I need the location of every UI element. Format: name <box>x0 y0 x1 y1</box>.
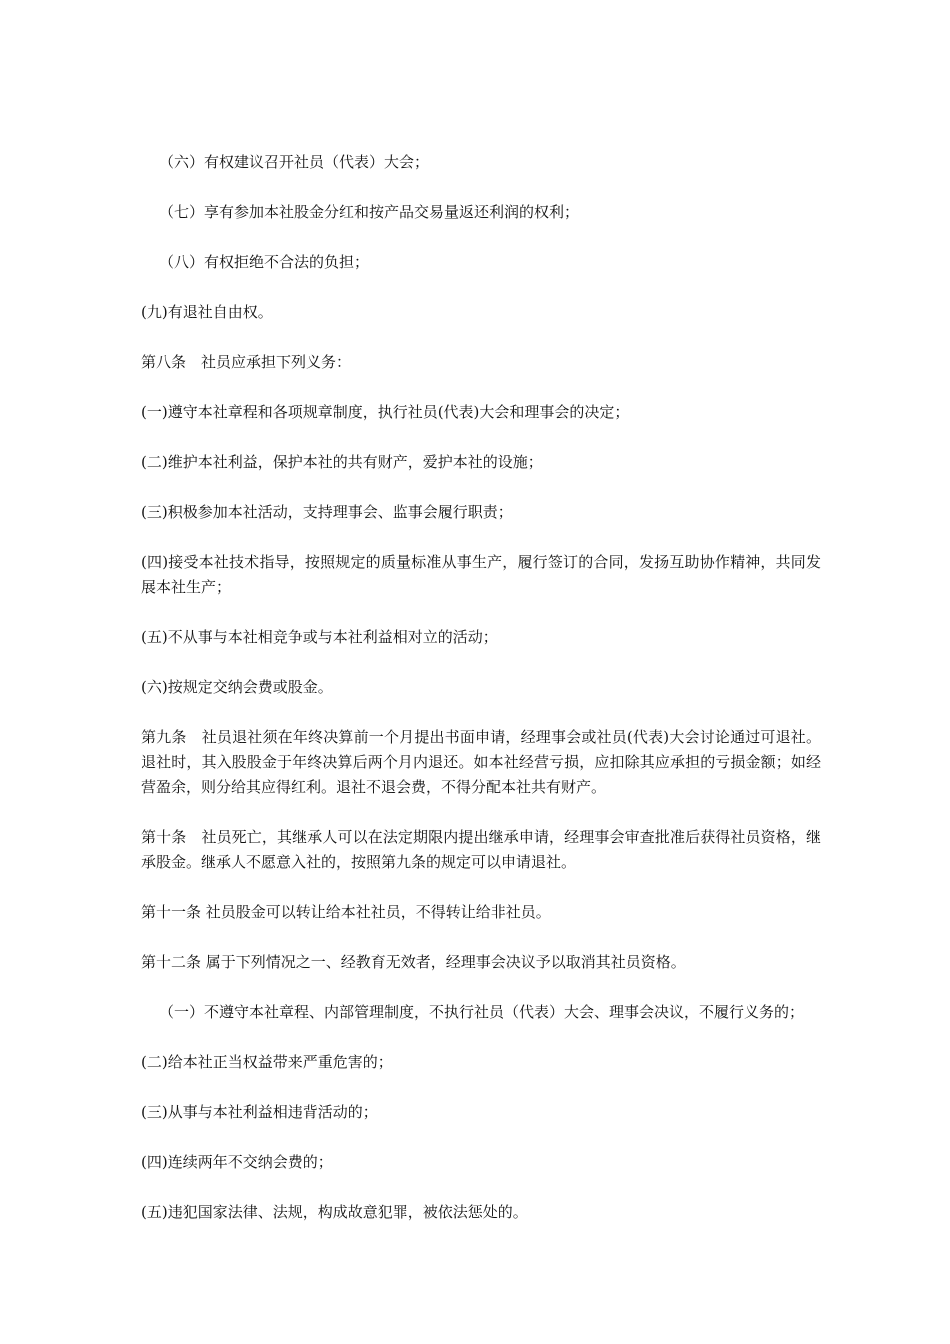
duty-6: (六)按规定交纳会费或股金。 <box>141 678 333 696</box>
article-11: 第十一条 社员股金可以转让给本社社员，不得转让给非社员。 <box>141 903 551 921</box>
disqualification-5: (五)违犯国家法律、法规，构成故意犯罪，被依法惩处的。 <box>141 1203 528 1221</box>
duty-1: (一)遵守本社章程和各项规章制度，执行社员(代表)大会和理事会的决定； <box>141 403 630 421</box>
paragraph-right-8: （八）有权拒绝不合法的负担； <box>159 253 370 271</box>
duty-5: (五)不从事与本社相竞争或与本社利益相对立的活动； <box>141 628 498 646</box>
paragraph-right-6: （六）有权建议召开社员（代表）大会； <box>159 153 430 171</box>
article-8-heading: 第八条 社员应承担下列义务： <box>141 353 352 371</box>
duty-4: (四)接受本社技术指导，按照规定的质量标准从事生产，履行签订的合同，发扬互助协作精神，共同发展本社生产； <box>141 553 821 596</box>
paragraph-right-7: （七）享有参加本社股金分红和按产品交易量返还利润的权利； <box>159 203 580 221</box>
article-9: 第九条 社员退社须在年终决算前一个月提出书面申请，经理事会或社员(代表)大会讨论通过可退社。退社时，其入股股金于年终决算后两个月内退还。如本社经营亏损，应扣除其应承担的亏损金额；如经营盈余，则分给其应得红利。退社不退会费，不得分配本社共有财产。 <box>141 728 821 796</box>
disqualification-1: （一）不遵守本社章程、内部管理制度，不执行社员（代表）大会、理事会决议，不履行义务的； <box>159 1003 805 1021</box>
disqualification-2: (二)给本社正当权益带来严重危害的； <box>141 1053 393 1071</box>
disqualification-3: (三)从事与本社利益相违背活动的； <box>141 1103 378 1121</box>
article-10: 第十条 社员死亡，其继承人可以在法定期限内提出继承申请，经理事会审查批准后获得社员资格，继承股金。继承人不愿意入社的，按照第九条的规定可以申请退社。 <box>141 828 821 871</box>
article-12: 第十二条 属于下列情况之一、经教育无效者，经理事会决议予以取消其社员资格。 <box>141 953 686 971</box>
duty-2: (二)维护本社利益，保护本社的共有财产，爱护本社的设施； <box>141 453 543 471</box>
disqualification-4: (四)连续两年不交纳会费的； <box>141 1153 333 1171</box>
paragraph-right-9: (九)有退社自由权。 <box>141 303 273 321</box>
duty-3: (三)积极参加本社活动，支持理事会、监事会履行职责； <box>141 503 513 521</box>
